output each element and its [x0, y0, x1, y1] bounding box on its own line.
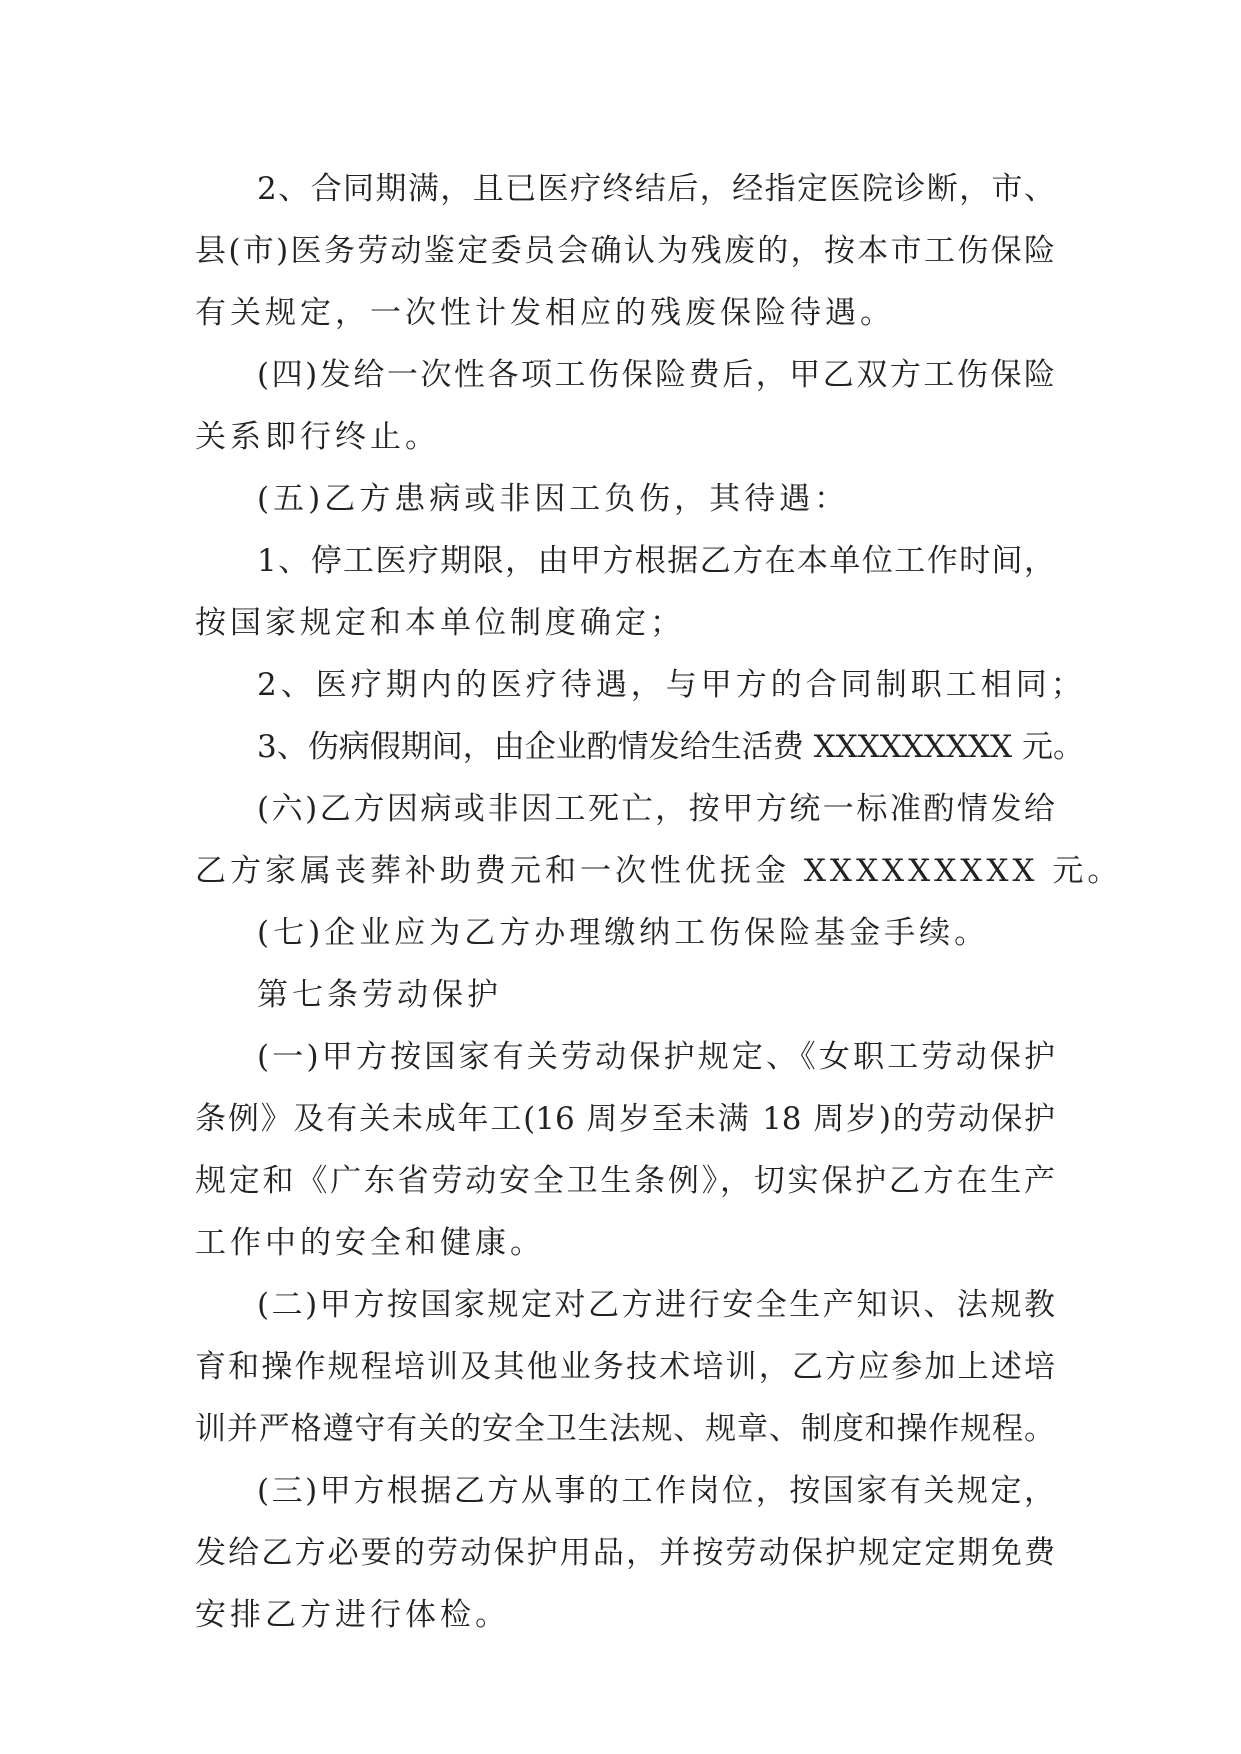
- text-line: 3、伤病假期间，由企业酌情发给生活费 XXXXXXXXX 元。: [257, 729, 1085, 765]
- document-body: [195, 158, 1123, 1646]
- text-line: 关系即行终止。: [195, 419, 440, 455]
- text-line: (二)甲方按国家规定对乙方进行安全生产知识、法规教: [257, 1287, 1055, 1323]
- text-line: 1、停工医疗期限，由甲方根据乙方在本单位工作时间，: [257, 543, 1055, 579]
- text-line: 安排乙方进行体检。: [195, 1597, 510, 1633]
- text-line: 工作中的安全和健康。: [195, 1225, 545, 1261]
- text-line: 规定和《广东省劳动安全卫生条例》，切实保护乙方在生产: [195, 1163, 1055, 1199]
- section-heading: 第七条劳动保护: [257, 977, 502, 1013]
- text-line: 2、合同期满，且已医疗终结后，经指定医院诊断，市、: [257, 171, 1055, 207]
- text-line: 按国家规定和本单位制度确定；: [195, 605, 685, 641]
- text-line: (六)乙方因病或非因工死亡，按甲方统一标准酌情发给: [257, 791, 1055, 827]
- text-line: 县(市)医务劳动鉴定委员会确认为残废的，按本市工伤保险: [195, 233, 1055, 269]
- text-line: 乙方家属丧葬补助费元和一次性优抚金 XXXXXXXXX 元。: [195, 853, 1123, 889]
- text-line: 条例》及有关未成年工(16 周岁至未满 18 周岁)的劳动保护: [195, 1101, 1055, 1137]
- text-line: (四)发给一次性各项工伤保险费后，甲乙双方工伤保险: [257, 357, 1055, 393]
- text-line: 2、医疗期内的医疗待遇，与甲方的合同制职工相同；: [257, 667, 1086, 703]
- text-line: 发给乙方必要的劳动保护用品，并按劳动保护规定定期免费: [195, 1535, 1055, 1571]
- text-line: 有关规定，一次性计发相应的残废保险待遇。: [195, 295, 895, 331]
- text-line: 育和操作规程培训及其他业务技术培训，乙方应参加上述培: [195, 1349, 1055, 1385]
- text-line: (五)乙方患病或非因工负伤，其待遇：: [257, 481, 850, 517]
- text-line: (一)甲方按国家有关劳动保护规定、《女职工劳动保护: [257, 1039, 1055, 1075]
- text-line: 训并严格遵守有关的安全卫生法规、规章、制度和操作规程。: [195, 1411, 1055, 1447]
- text-line: (七)企业应为乙方办理缴纳工伤保险基金手续。: [257, 915, 990, 951]
- text-line: (三)甲方根据乙方从事的工作岗位，按国家有关规定，: [257, 1473, 1055, 1509]
